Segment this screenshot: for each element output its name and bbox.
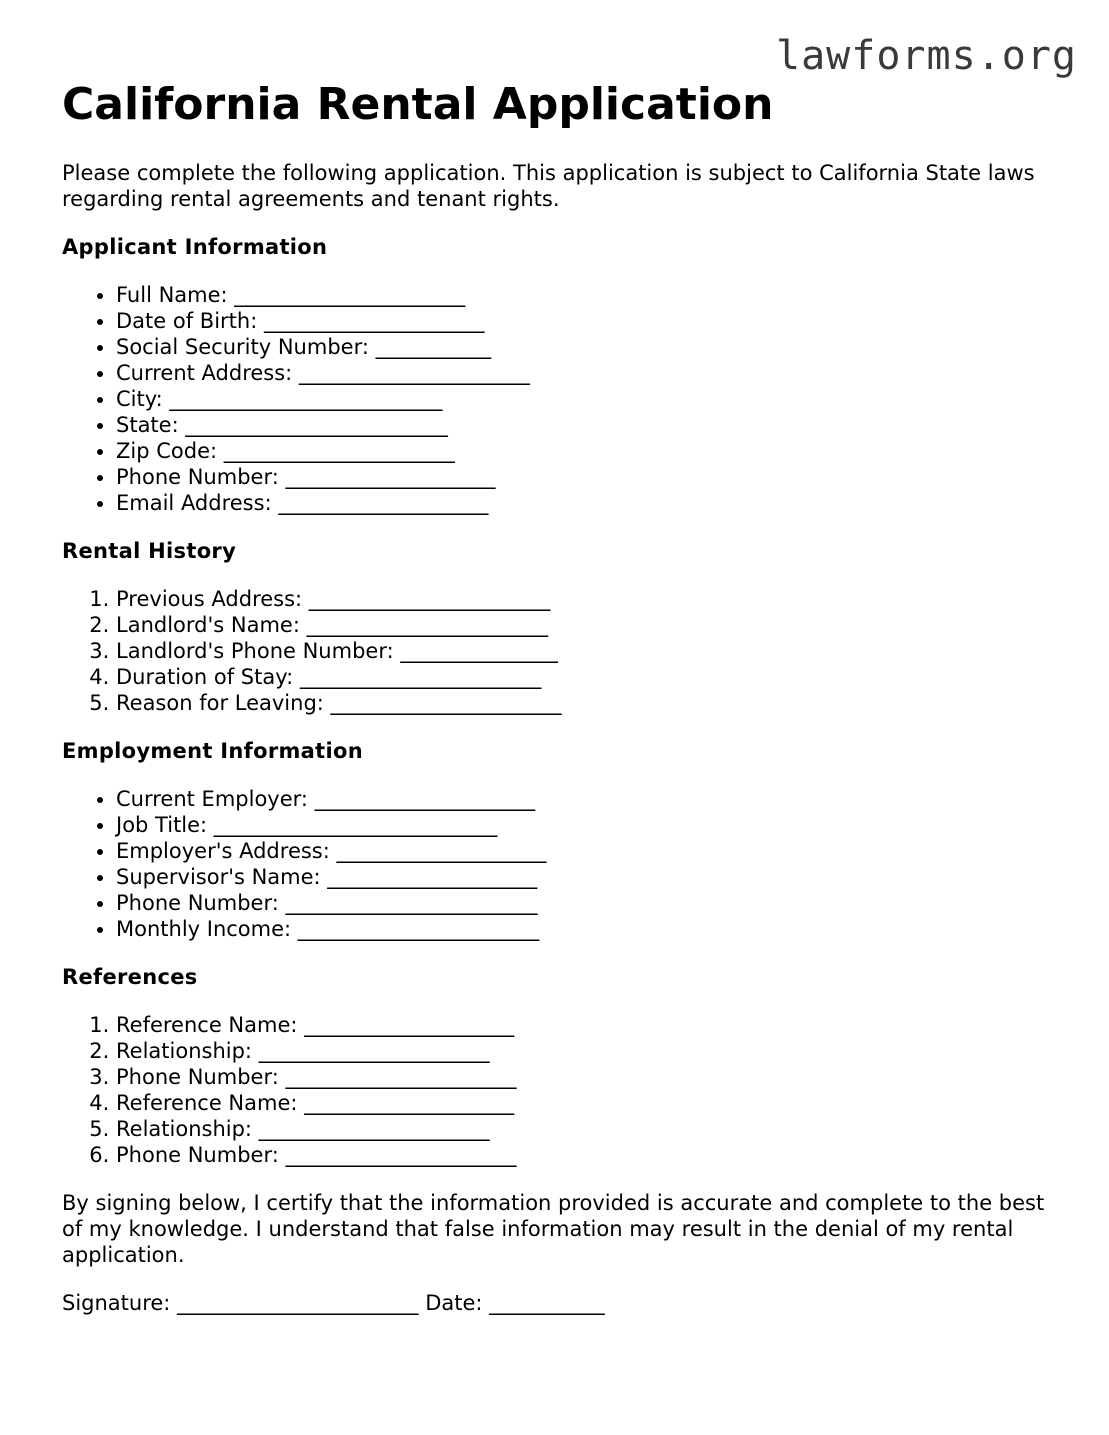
- employment-field-job-title: • Job Title: ___________________________: [116, 812, 1052, 838]
- rental-field-previous-address: 1. Previous Address: _______________________: [116, 586, 1052, 612]
- applicant-field-zip-code: • Zip Code: ______________________: [116, 438, 1052, 464]
- employment-field-phone-number: • Phone Number: ________________________: [116, 890, 1052, 916]
- reference-field-relationship-1: 2. Relationship: ______________________: [116, 1038, 1052, 1064]
- rental-field-landlord-phone: 3. Landlord's Phone Number: _______________: [116, 638, 1052, 664]
- employment-field-current-employer: • Current Employer: _____________________: [116, 786, 1052, 812]
- employment-information-heading: Employment Information: [62, 739, 363, 763]
- rental-field-duration-of-stay: 4. Duration of Stay: _______________________: [116, 664, 1052, 690]
- reference-field-phone-1: 3. Phone Number: ______________________: [116, 1064, 1052, 1090]
- employment-information-list: [62, 786, 1052, 942]
- employment-field-employer-address: • Employer's Address: ____________________: [116, 838, 1052, 864]
- rental-history-heading: Rental History: [62, 539, 237, 563]
- applicant-field-city: • City: __________________________: [116, 386, 1052, 412]
- reference-field-relationship-2: 5. Relationship: ______________________: [116, 1116, 1052, 1142]
- rental-field-reason-for-leaving: 5. Reason for Leaving: ______________________: [116, 690, 1052, 716]
- document-title: California Rental Application: [62, 79, 774, 130]
- applicant-field-ssn: • Social Security Number: ___________: [116, 334, 1052, 360]
- applicant-information-heading: Applicant Information: [62, 235, 328, 259]
- applicant-field-state: • State: _________________________: [116, 412, 1052, 438]
- reference-field-phone-2: 6. Phone Number: ______________________: [116, 1142, 1052, 1168]
- intro-paragraph: Please complete the following application. This application is subject to California State laws regarding rental agreements and tenant rights.: [62, 161, 1035, 211]
- reference-field-name-1: 1. Reference Name: ____________________: [116, 1012, 1052, 1038]
- lawforms-watermark: lawforms.org: [776, 33, 1077, 79]
- rental-application-document: [62, 78, 1052, 1316]
- rental-history-list: [62, 586, 1052, 716]
- employment-field-supervisor-name: • Supervisor's Name: ____________________: [116, 864, 1052, 890]
- applicant-field-date-of-birth: • Date of Birth: _____________________: [116, 308, 1052, 334]
- employment-field-monthly-income: • Monthly Income: _______________________: [116, 916, 1052, 942]
- reference-field-name-2: 4. Reference Name: ____________________: [116, 1090, 1052, 1116]
- applicant-field-email-address: • Email Address: ____________________: [116, 490, 1052, 516]
- applicant-field-full-name: • Full Name: ______________________: [116, 282, 1052, 308]
- references-heading: References: [62, 965, 198, 989]
- applicant-field-phone-number: • Phone Number: ____________________: [116, 464, 1052, 490]
- applicant-field-current-address: • Current Address: ______________________: [116, 360, 1052, 386]
- references-list: [62, 1012, 1052, 1168]
- rental-field-landlord-name: 2. Landlord's Name: _______________________: [116, 612, 1052, 638]
- applicant-information-list: [62, 282, 1052, 516]
- signature-date-line: Signature: _______________________ Date: ___________: [62, 1291, 605, 1315]
- certification-paragraph: By signing below, I certify that the information provided is accurate and complete to the best of my knowledge. I understand that false information may result in the denial of my rental application.: [62, 1191, 1045, 1267]
